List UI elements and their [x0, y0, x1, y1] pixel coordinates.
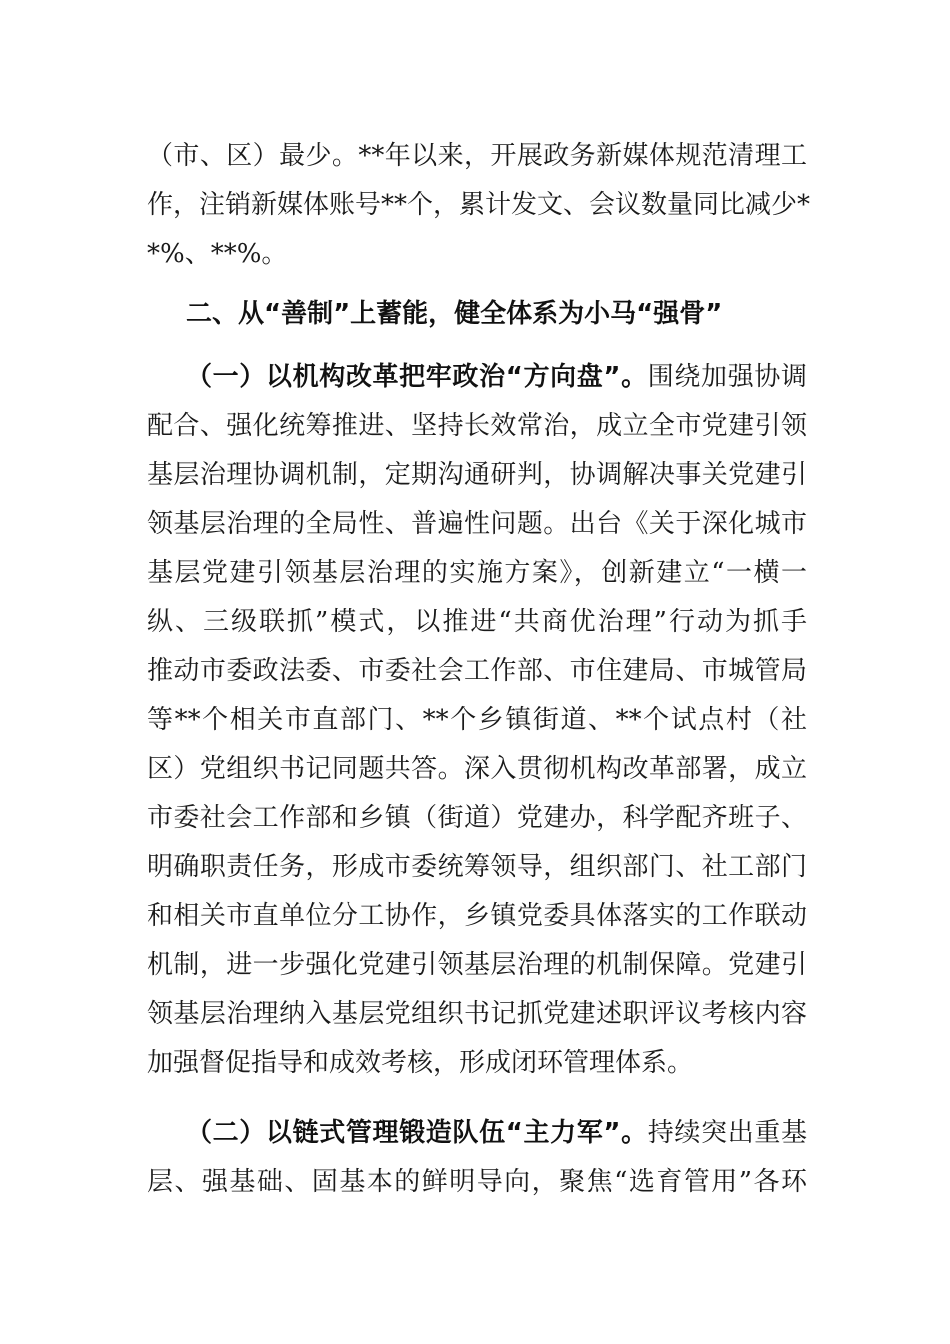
sub1-line-9: 区）党组织书记同题共答。深入贯彻机构改革部署，成立: [147, 754, 807, 784]
para1-line-3: *%、**%。: [147, 239, 288, 269]
sub2-line-2: 层、强基础、固基本的鲜明导向，聚焦“选育管用”各环: [147, 1167, 807, 1197]
sub1-line-3: 基层治理协调机制，定期沟通研判，协调解决事关党建引: [147, 460, 807, 490]
sub1-line-11: 明确职责任务，形成市委统筹领导，组织部门、社工部门: [147, 852, 807, 882]
sub1-lead-title: （一）以机构改革把牢政治“方向盘”。: [186, 362, 648, 392]
sub1-line-14: 领基层治理纳入基层党组织书记抓党建述职评议考核内容: [147, 999, 807, 1029]
sub1-first-line-text: 围绕加强协调: [647, 362, 807, 392]
para1-line-2: 作，注销新媒体账号**个，累计发文、会议数量同比减少*: [147, 190, 811, 220]
sub1-line-15: 加强督促指导和成效考核，形成闭环管理体系。: [147, 1048, 694, 1078]
sub2-first-line: [186, 1113, 807, 1153]
sub1-line-8: 等**个相关市直部门、**个乡镇街道、**个试点村（社: [147, 705, 807, 735]
sub1-line-6: 纵、三级联抓”模式，以推进“共商优治理”行动为抓手: [147, 607, 807, 637]
sub1-line-4: 领基层治理的全局性、普遍性问题。出台《关于深化城市: [147, 509, 807, 539]
para1-line-1: （市、区）最少。**年以来，开展政务新媒体规范清理工: [147, 141, 807, 171]
sub1-line-13: 机制，进一步强化党建引领基层治理的机制保障。党建引: [147, 950, 807, 980]
sub2-first-line-text: 持续突出重基: [647, 1118, 807, 1148]
section-heading: 二、从“善制”上蓄能，健全体系为小马“强骨”: [186, 299, 723, 329]
sub1-line-7: 推动市委政法委、市委社会工作部、市住建局、市城管局: [147, 656, 807, 686]
sub1-first-line: [186, 357, 807, 397]
sub1-line-2: 配合、强化统筹推进、坚持长效常治，成立全市党建引领: [147, 411, 807, 441]
sub1-line-10: 市委社会工作部和乡镇（街道）党建办，科学配齐班子、: [147, 803, 807, 833]
sub1-line-12: 和相关市直单位分工协作，乡镇党委具体落实的工作联动: [147, 901, 807, 931]
sub2-lead-title: （二）以链式管理锻造队伍“主力军”。: [186, 1118, 648, 1148]
sub1-line-5: 基层党建引领基层治理的实施方案》，创新建立“一横一: [147, 558, 807, 588]
